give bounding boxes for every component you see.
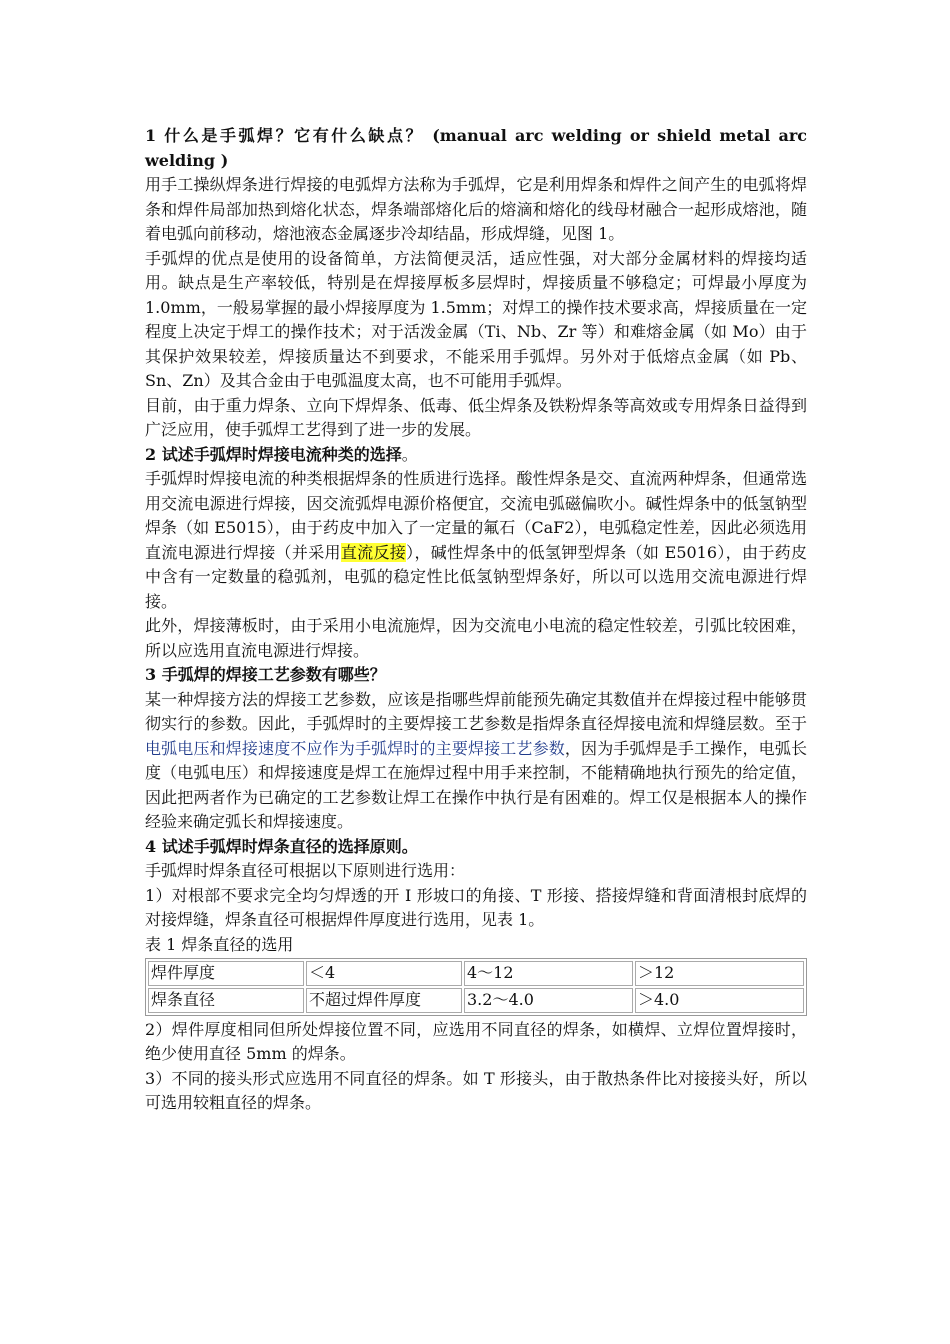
table-row	[148, 961, 804, 986]
section-2-paragraph-1	[145, 467, 807, 614]
section-4-item-1: 1）对根部不要求完全均匀焊透的开 I 形坡口的角接、T 形接、搭接焊缝和背面清根封底焊的对接焊缝，焊条直径可根据焊件厚度进行选用，见表 1。	[145, 885, 807, 929]
table-cell: ＞12	[635, 961, 804, 986]
table-cell: 3.2～4.0	[464, 988, 633, 1013]
table-cell: 不超过焊件厚度	[306, 988, 462, 1013]
section-2-heading-text: 2 试述手弧焊时焊接电流种类的选择	[145, 444, 402, 464]
table-cell: ＜4	[306, 961, 462, 986]
section-2-heading-tail: 。	[401, 444, 418, 464]
table-cell: ＞4.0	[635, 988, 804, 1013]
section-4-item-2: 2）焊件厚度相同但所处焊接位置不同，应选用不同直径的焊条，如横焊、立焊位置焊接时，绝少使用直径 5mm 的焊条。	[145, 1019, 807, 1063]
highlighted-term: 直流反接	[340, 542, 407, 562]
section-4-item-3: 3）不同的接头形式应选用不同直径的焊条。如 T 形接头，由于散热条件比对接接头好，所以可选用较粗直径的焊条。	[145, 1068, 807, 1112]
document-page	[145, 124, 807, 1116]
table-cell: 4～12	[464, 961, 633, 986]
table-cell: 焊件厚度	[148, 961, 304, 986]
section-3-paragraph-1	[145, 688, 807, 835]
section-1-heading	[145, 124, 807, 173]
section-1-paragraph-1: 用手工操纵焊条进行焊接的电弧焊方法称为手弧焊，它是利用焊条和焊件之间产生的电弧将焊条和焊件局部加热到熔化状态，焊条端部熔化后的熔滴和熔化的线母材融合一起形成熔池，随着电弧向前移动，熔池液态金属逐步冷却结晶，形成焊缝，见图 1。	[145, 175, 807, 243]
section-2-paragraph-1-b: ），碱性焊条中的低氢钾型焊条（如 E5016），由于药皮中含有一定数量的稳弧剂，电弧的稳定性比低氢钠型焊条好，所以可以选用交流电源进行焊接。	[145, 542, 807, 611]
section-2-paragraph-1-a: 手弧焊时焊接电流的种类根据焊条的性质进行选择。酸性焊条是交、直流两种焊条，但通常选用交流电源进行焊接，因交流弧焊电源价格便宜，交流电弧磁偏吹小。碱性焊条中的低氢钠型焊条（如 E5015），由于药皮中加入了一定量的氟石（CaF2），电弧稳定性差，因此必须选用直流电源进行焊接（并采用	[145, 469, 807, 562]
electrode-diameter-table	[145, 958, 807, 1016]
table-row	[148, 988, 804, 1013]
section-2-paragraph-2: 此外，焊接薄板时，由于采用小电流施焊，因为交流电小电流的稳定性较差，引弧比较困难，所以应选用直流电源进行焊接。	[145, 616, 807, 660]
section-4-intro: 手弧焊时焊条直径可根据以下原则进行选用：	[145, 861, 466, 880]
linked-text[interactable]: 电弧电压和焊接速度不应作为手弧焊时的主要焊接工艺参数	[145, 738, 565, 758]
table-caption: 表 1 焊条直径的选用	[145, 934, 294, 954]
section-1-paragraph-2: 手弧焊的优点是使用的设备简单，方法简便灵活，适应性强，对大部分金属材料的焊接均适用。缺点是生产率较低，特别是在焊接厚板多层焊时，焊接质量不够稳定；可焊最小厚度为 1.0mm，一般易掌握的最小焊接厚度为 1.5mm；对焊工的操作技术要求高，焊接质量在一定程度上决定于焊工的操作技术；对于活泼金属（Ti、Nb、Zr 等）和难熔金属（如 Mo）由于其保护效果较差，焊接质量达不到要求，不能采用手弧焊。另外对于低熔点金属（如 Pb、Sn、Zn）及其合金由于电弧温度太高，也不可能用手弧焊。	[145, 248, 807, 390]
section-3-heading: 3 手弧焊的焊接工艺参数有哪些？	[145, 665, 386, 684]
section-1-heading-zh: 1 什么是手弧焊？它有什么缺点？	[145, 126, 425, 145]
section-4-heading: 4 试述手弧焊时焊条直径的选择原则。	[145, 836, 418, 856]
section-2-heading	[145, 443, 807, 468]
section-1-paragraph-3: 目前，由于重力焊条、立向下焊焊条、低毒、低尘焊条及铁粉焊条等高效或专用焊条日益得到广泛应用，使手弧焊工艺得到了进一步的发展。	[145, 395, 807, 439]
section-3-paragraph-1-b: ，因为手弧焊是手工操作，电弧长度（电弧电压）和焊接速度是焊工在施焊过程中用手来控制，不能精确地执行预先的给定值，因此把两者作为已确定的工艺参数让焊工在操作中执行是有困难的。焊工仅是根据本人的操作经验来确定弧长和焊接速度。	[145, 738, 807, 831]
section-1-heading-en: (manual arc welding or shield metal arc welding )	[145, 126, 807, 170]
table-cell: 焊条直径	[148, 988, 304, 1013]
section-3-paragraph-1-a: 某一种焊接方法的焊接工艺参数，应该是指哪些焊前能预先确定其数值并在焊接过程中能够贯彻实行的参数。因此，手弧焊时的主要焊接工艺参数是指焊条直径焊接电流和焊缝层数。至于	[145, 689, 807, 733]
